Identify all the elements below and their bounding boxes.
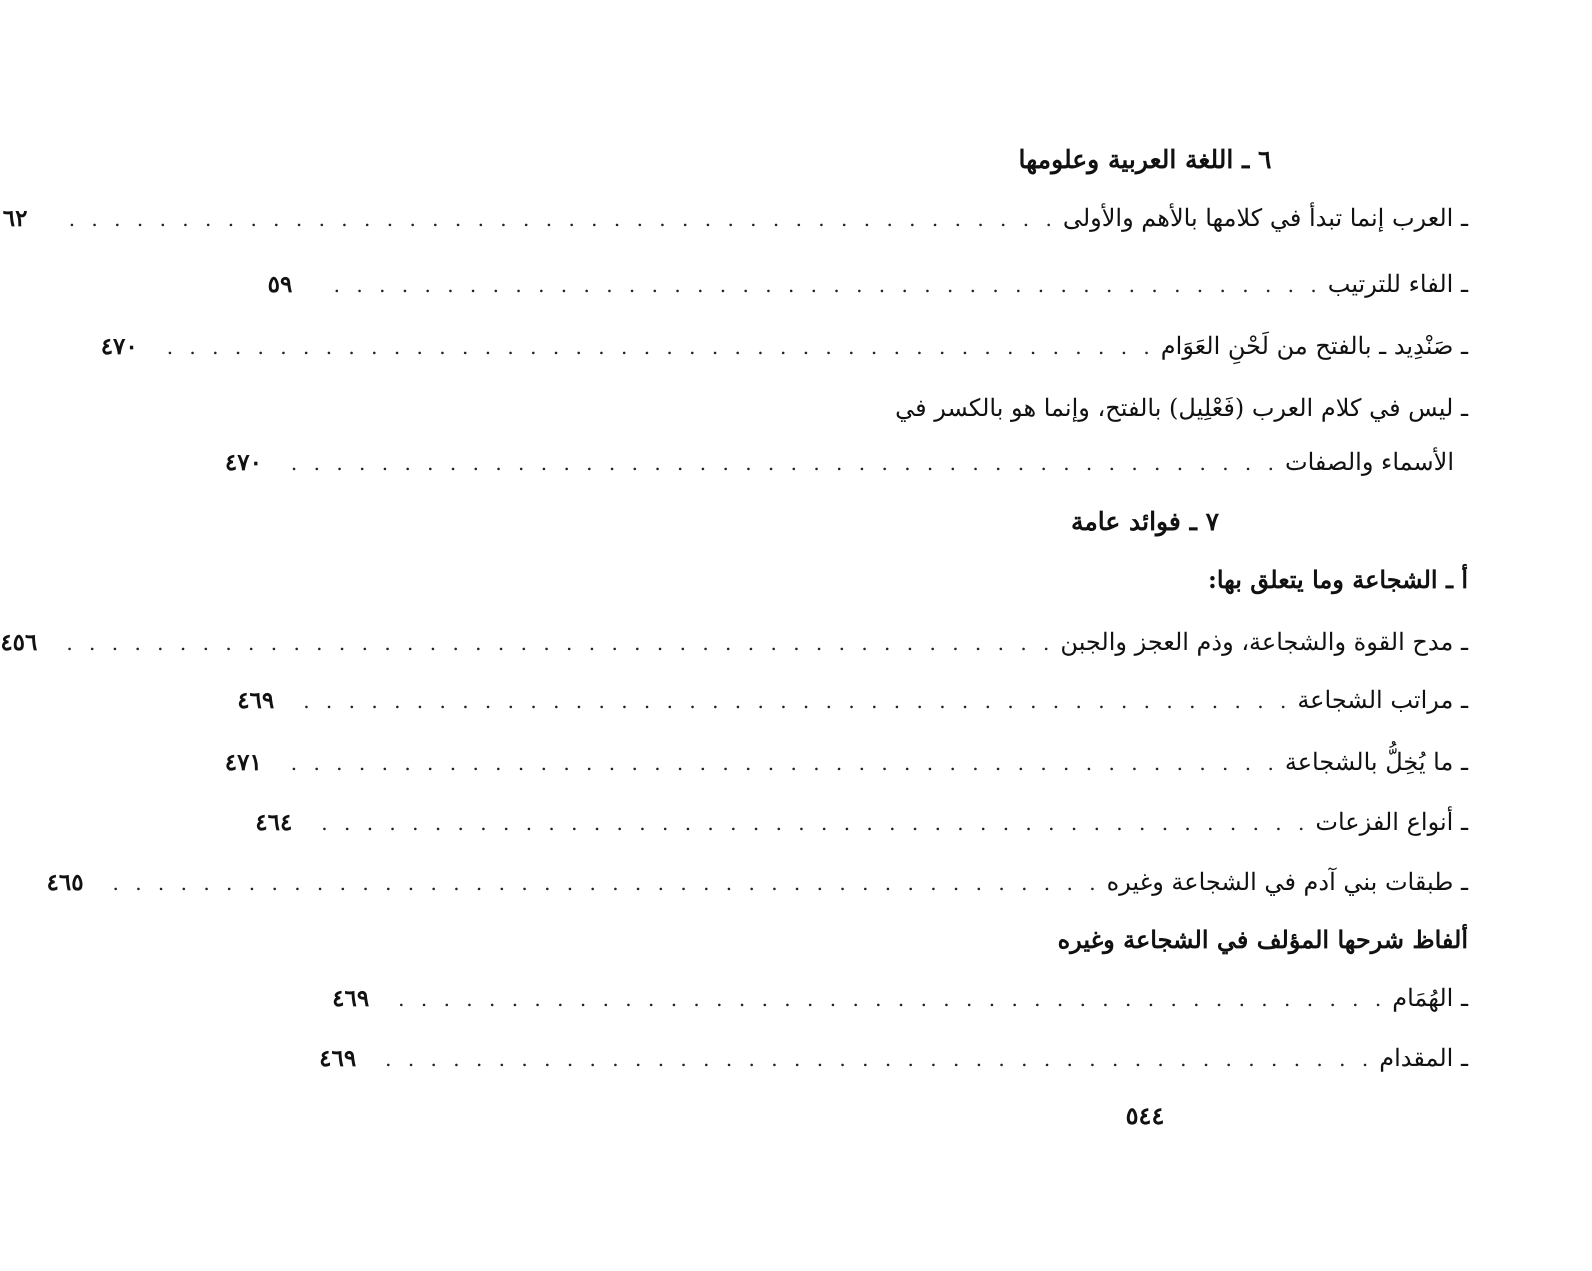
index-entry — [319, 1038, 1468, 1078]
dot-leader: . . . . . . . . . . . . . . . . . . . . . . . . . . . . . . . . . . . . . . . . . . . . — [321, 811, 1310, 835]
subsection-a-title: أ ـ الشجاعة وما يتعلق بها: — [1208, 565, 1468, 594]
entry-label: ـ العرب إنما تبدأ في كلامها بالأهم والأولى — [1062, 204, 1468, 232]
index-entry — [0, 622, 1468, 662]
page-number: ٥٤٤ — [1125, 1101, 1165, 1130]
entry-label: ـ ما يُخِلُّ بالشجاعة — [1284, 748, 1468, 776]
index-entry — [332, 978, 1468, 1018]
entry-label: ـ أنواع الفزعات — [1315, 808, 1468, 836]
entry-page-number: ٤٦٥ — [46, 869, 84, 896]
dot-leader: . . . . . . . . . . . . . . . . . . . . . . . . . . . . . . . . . . . . . . . . . . . . — [290, 751, 1279, 775]
entry-label: ـ الفاء للترتيب — [1327, 270, 1468, 298]
entry-page-number: ٥٩ — [267, 271, 293, 298]
entry-page-number: ٤٦٩ — [237, 687, 275, 714]
entry-page-number: ٤٥٦ — [0, 629, 38, 656]
entry-page-number: ٤٧٠ — [224, 449, 262, 476]
entry-label: ـ المقدام — [1379, 1044, 1468, 1072]
entry-label-line-1: ـ ليس في كلام العرب (فَعْلِيل) بالفتح، وإنما هو بالكسر في — [895, 394, 1468, 422]
section-6-title: ٦ ـ اللغة العربية وعلومها — [1018, 145, 1272, 174]
entry-label: ـ مراتب الشجاعة — [1297, 686, 1468, 714]
dot-leader: . . . . . . . . . . . . . . . . . . . . . . . . . . . . . . . . . . . . . . . . . . . . — [290, 451, 1279, 475]
entry-page-number: ٤٧٠ — [100, 333, 138, 360]
entry-page-number: ٤٦٩ — [332, 985, 370, 1012]
index-entry — [224, 442, 1454, 482]
index-entry — [2, 198, 1468, 238]
entry-label: ـ صَنْدِيد ـ بالفتح من لَحْنِ العَوَام — [1160, 332, 1468, 360]
subsection-b-title: ألفاظ شرحها المؤلف في الشجاعة وغيره — [1057, 925, 1468, 954]
entry-label: ـ مدح القوة والشجاعة، وذم العجز والجبن — [1060, 628, 1468, 656]
dot-leader: . . . . . . . . . . . . . . . . . . . . . . . . . . . . . . . . . . . . . . . . . . . . — [303, 689, 1292, 713]
dot-leader: . . . . . . . . . . . . . . . . . . . . . . . . . . . . . . . . . . . . . . . . . . . . — [385, 1047, 1374, 1071]
index-entry — [100, 326, 1468, 366]
dot-leader: . . . . . . . . . . . . . . . . . . . . . . . . . . . . . . . . . . . . . . . . . . . . — [398, 987, 1387, 1011]
dot-leader: . . . . . . . . . . . . . . . . . . . . . . . . . . . . . . . . . . . . . . . . . . . . — [68, 207, 1057, 231]
index-entry — [237, 680, 1468, 720]
entry-label-line-2: الأسماء والصفات — [1285, 448, 1454, 476]
index-entry — [255, 802, 1468, 842]
entry-page-number: ٤٧١ — [224, 749, 262, 776]
dot-leader: . . . . . . . . . . . . . . . . . . . . . . . . . . . . . . . . . . . . . . . . . . . . — [112, 871, 1101, 895]
dot-leader: . . . . . . . . . . . . . . . . . . . . . . . . . . . . . . . . . . . . . . . . . . . . — [333, 273, 1322, 297]
entry-page-number: ٤٦٤ — [255, 809, 293, 836]
entry-label: ـ طبقات بني آدم في الشجاعة وغيره — [1106, 868, 1468, 896]
index-entry — [267, 264, 1468, 304]
entry-page-number: ٦٢ — [2, 205, 28, 232]
section-7-title: ٧ ـ فوائد عامة — [1070, 507, 1220, 536]
dot-leader: . . . . . . . . . . . . . . . . . . . . . . . . . . . . . . . . . . . . . . . . . . . . — [66, 631, 1055, 655]
entry-label: ـ الهُمَام — [1392, 984, 1468, 1012]
entry-page-number: ٤٦٩ — [319, 1045, 357, 1072]
index-entry — [224, 742, 1468, 782]
index-entry — [46, 862, 1468, 902]
dot-leader: . . . . . . . . . . . . . . . . . . . . . . . . . . . . . . . . . . . . . . . . . . . . — [166, 335, 1155, 359]
